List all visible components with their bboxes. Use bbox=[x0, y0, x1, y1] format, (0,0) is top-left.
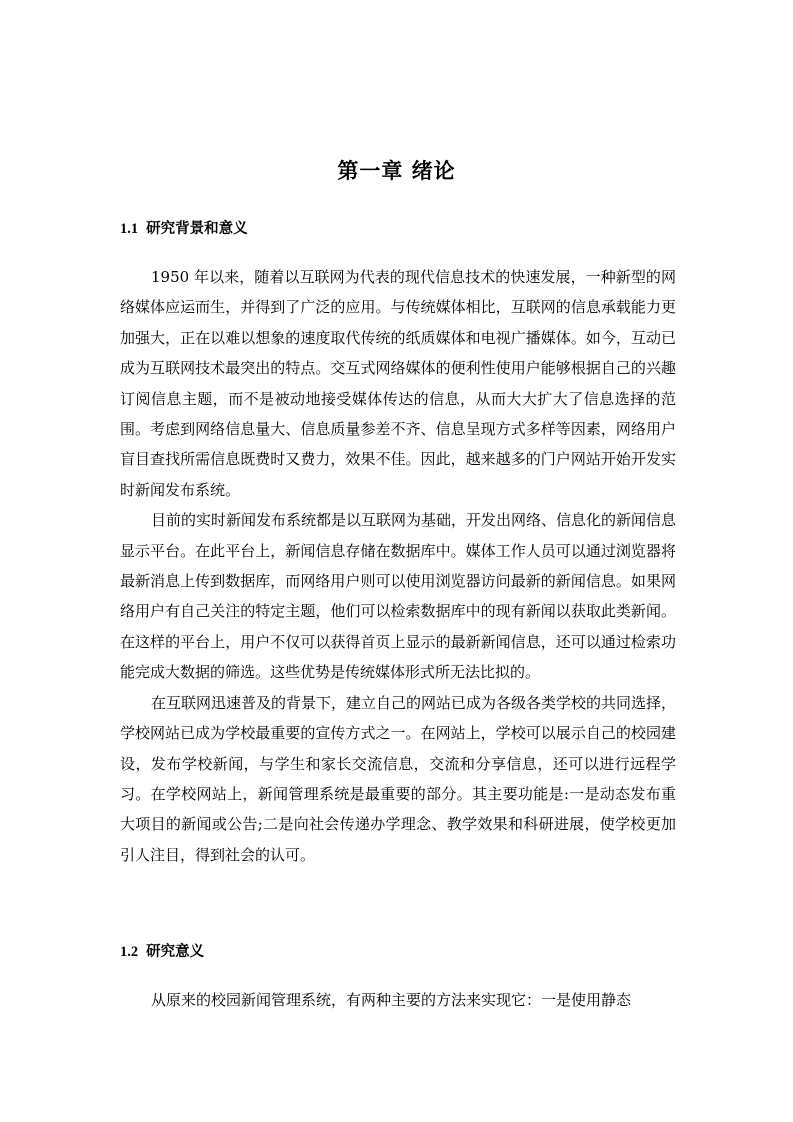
paragraph: 从原来的校园新闻管理系统，有两种主要的方法来实现它：一是使用静态 bbox=[151, 991, 632, 1009]
section-heading-1-1 bbox=[120, 219, 248, 239]
section-heading-1-2 bbox=[120, 942, 204, 962]
paragraph: 目前的实时新闻发布系统都是以互联网为基础，开发出网络、信息化的新闻信息显示平台。在此平台上，新闻信息存储在数据库中。媒体工作人员可以通过浏览器将最新消息上传到数据库，而网络用户则可以使用浏览器访问最新的新闻信息。如果网络用户有自己关注的特定主题，他们可以检索数据库中的现有新闻以获取此类新闻。在这样的平台上，用户不仅可以获得首页上显示的最新新闻信息，还可以通过检索功能完成大数据的筛选。这些优势是传统媒体形式所无法比拟的。 bbox=[120, 511, 677, 682]
section-title: 研究意义 bbox=[146, 944, 205, 960]
section-1-2-body bbox=[120, 985, 676, 1015]
section-number: 1.1 bbox=[120, 221, 139, 237]
section-number: 1.2 bbox=[120, 944, 139, 960]
chapter-title: 第一章 绪论 bbox=[337, 159, 456, 183]
section-1-1-body bbox=[120, 262, 676, 870]
paragraph: 1950 年以来，随着以互联网为代表的现代信息技术的快速发展，一种新型的网络媒体应运而生，并得到了广泛的应用。与传统媒体相比，互联网的信息承载能力更加强大，正在以难以想象的速度取代传统的纸质媒体和电视广播媒体。如今，互动已成为互联网技术最突出的特点。交互式网络媒体的便利性使用户能够根据自己的兴趣订阅信息主题，而不是被动地接受媒体传达的信息，从而大大扩大了信息选择的范围。考虑到网络信息量大、信息质量参差不齐、信息呈现方式多样等因素，网络用户盲目查找所需信息既费时又费力，效果不佳。因此，越来越多的门户网站开始开发实时新闻发布系统。 bbox=[120, 268, 676, 499]
paragraph: 在互联网迅速普及的背景下，建立自己的网站已成为各级各类学校的共同选择，学校网站已成为学校最重要的宣传方式之一。在网站上，学校可以展示自己的校园建设，发布学校新闻，与学生和家长交流信息，交流和分享信息，还可以进行远程学习。在学校网站上，新闻管理系统是最重要的部分。其主要功能是:一是动态发布重大项目的新闻或公告;二是向社会传递办学理念、教学效果和科研进展，使学校更加引人注目，得到社会的认可。 bbox=[120, 693, 677, 864]
section-title: 研究背景和意义 bbox=[146, 221, 248, 237]
